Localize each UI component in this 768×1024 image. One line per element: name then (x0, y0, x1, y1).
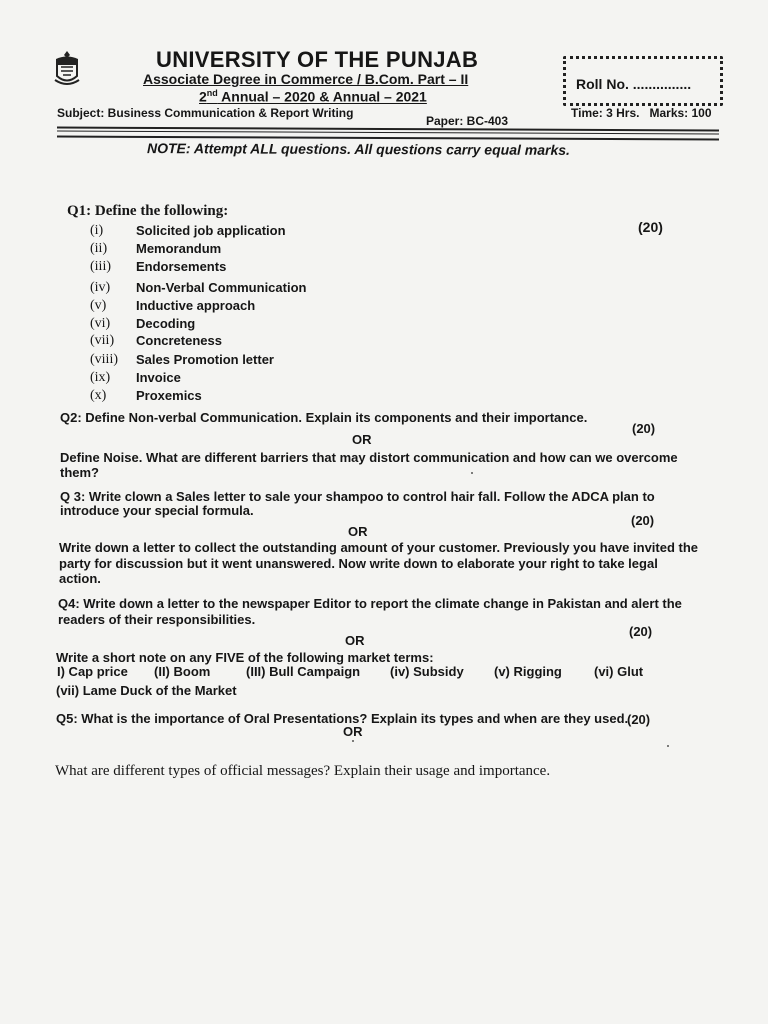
market-term: (III) Bull Campaign (246, 664, 361, 679)
q1-item-number: (x) (90, 388, 107, 403)
time-marks-line (571, 106, 722, 120)
q1-item-number: (viii) (90, 352, 118, 367)
market-term: (vi) Glut (594, 664, 644, 679)
q5-or: OR (343, 724, 363, 739)
q3-question: Q 3: Write clown a Sales letter to sale your shampoo to control hair fall. Follow the ADCA plan to (60, 489, 655, 504)
q1-item-term: Endorsements (136, 259, 227, 274)
annual-superscript: nd (206, 88, 218, 98)
q1-marks: (20) (638, 219, 663, 235)
scan-speck (352, 740, 354, 742)
q4-question: readers of their responsibilities. (58, 612, 256, 627)
q3-marks: (20) (631, 513, 655, 528)
market-term: (v) Rigging (494, 664, 562, 679)
q1-item-number: (iv) (90, 280, 111, 295)
scan-speck (667, 745, 669, 747)
q1-item-number: (vi) (90, 316, 111, 331)
roll-number-label: Roll No. ............... (576, 76, 692, 92)
q1-item-number: (ii) (90, 241, 108, 256)
q4-or: OR (345, 633, 365, 648)
q4-marks: (20) (629, 624, 653, 639)
q1-item-term: Memorandum (136, 241, 222, 256)
annual-rest: Annual – 2020 & Annual – 2021 (217, 88, 427, 105)
q4-question: Q4: Write down a letter to the newspaper Editor to report the climate change in Pakistan and alert the (58, 596, 682, 611)
scan-speck (471, 472, 473, 474)
q2-or: OR (352, 432, 372, 447)
q2-marks: (20) (632, 421, 656, 436)
q1-heading: Q1: Define the following: (67, 203, 229, 219)
paper-code: Paper: BC-403 (426, 114, 509, 128)
market-term: (vii) Lame Duck of the Market (56, 683, 237, 698)
q1-item-term: Inductive approach (136, 298, 256, 313)
q2-alternative: them? (60, 465, 99, 480)
q3-alternative: party for discussion but it went unanswered. Now write down to elaborate your right to take legal (59, 556, 658, 571)
exam-note: NOTE: Attempt ALL questions. All questions carry equal marks. (146, 140, 570, 158)
degree-line: Associate Degree in Commerce / B.Com. Part – II (143, 71, 469, 87)
q1-item-term: Solicited job application (136, 223, 286, 238)
university-title: UNIVERSITY OF THE PUNJAB (156, 47, 479, 72)
university-seal-icon (52, 50, 82, 88)
time-allowed: Time: 3 Hrs. (571, 106, 640, 120)
q1-item-term: Sales Promotion letter (136, 352, 274, 367)
q2-alternative: Define Noise. What are different barriers that may distort communication and how can we overcome (60, 450, 678, 465)
q1-item-number: (vii) (90, 333, 115, 348)
q3-question: introduce your special formula. (60, 503, 254, 518)
market-term: I) Cap price (57, 664, 128, 679)
q5-marks: (20) (627, 712, 651, 727)
q1-item-number: (i) (90, 223, 104, 238)
total-marks: Marks: 100 (649, 106, 712, 120)
market-term: (iv) Subsidy (390, 664, 464, 679)
annual-prefix: 2 (199, 88, 207, 105)
q1-item-number: (ix) (90, 370, 111, 385)
q1-item-term: Concreteness (136, 333, 222, 348)
header-rule (57, 131, 719, 135)
q1-item-term: Non-Verbal Communication (136, 280, 307, 295)
q1-item-number: (iii) (90, 259, 111, 274)
q5-alternative: What are different types of official messages? Explain their usage and importance. (55, 763, 551, 779)
q4-alternative-intro: Write a short note on any FIVE of the following market terms: (56, 650, 434, 665)
market-term: (II) Boom (154, 664, 211, 679)
q5-question: Q5: What is the importance of Oral Presentations? Explain its types and when are they used. (56, 711, 629, 726)
q3-alternative: Write down a letter to collect the outstanding amount of your customer. Previously you have invited the (59, 540, 699, 555)
annual-line (199, 88, 427, 105)
q3-alternative: action. (59, 571, 101, 586)
q1-item-term: Proxemics (136, 388, 202, 403)
subject-line: Subject: Business Communication & Report Writing (57, 106, 354, 120)
q1-item-term: Invoice (136, 370, 181, 385)
q1-item-number: (v) (90, 298, 107, 313)
q3-or: OR (348, 524, 368, 539)
q1-item-term: Decoding (136, 316, 196, 331)
q2-question: Q2: Define Non-verbal Communication. Explain its components and their importance. (60, 410, 588, 425)
